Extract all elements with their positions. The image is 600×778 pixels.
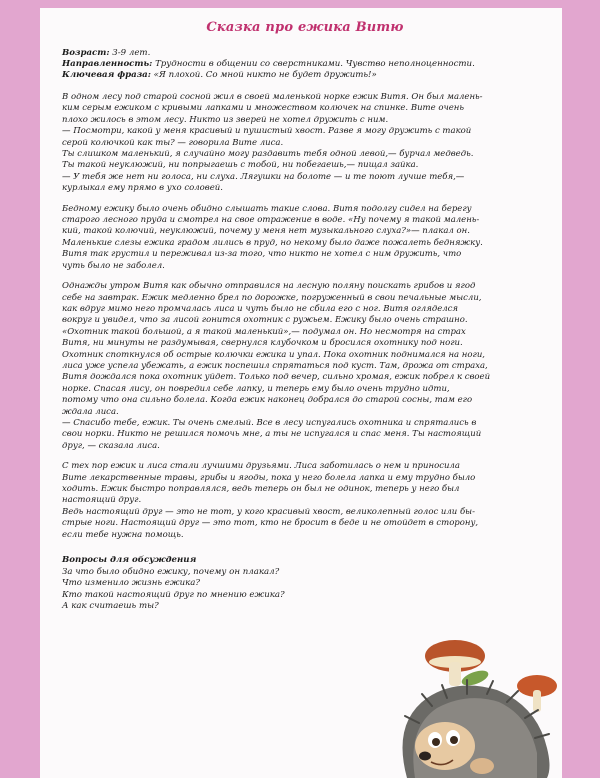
question-item: За что было обидно ежику, почему он плакал? — [62, 566, 280, 577]
age-label: Возраст: — [62, 48, 110, 58]
story-paragraph: Бедному ежику было очень обидно слышать такие слова. Витя подолгу сидел на берегу старого лесного пруда и смотрел на свое отражение в воде. «Ну почему я такой малень- кий, такой колючий, неуклюжий, почему у меня нет музыкального слуха?»— плакал он. Маленькие слезы ежика градом лились в пруд, но некому было даже пожалеть бедняжку. Витя так грустил и переживал из-за того, что никто не хотел с ним дружить, что чуть было не заболел. — [62, 203, 483, 271]
key-phrase-value: «Я плохой. Со мной никто не будет дружить!» — [150, 70, 377, 80]
meta-direction — [62, 59, 548, 70]
direction-label: Направленность: — [62, 59, 153, 69]
story-page — [40, 8, 562, 778]
story-paragraph: В одном лесу под старой сосной жил в своей маленькой норке ежик Витя. Он был малень- ким серым ежиком с кривыми лапками и множеством колючек на спинке. Вите очень плохо жилось в этом лесу. Никто из зверей не хотел дружить с ним. — Посмотри, какой у меня красивый и пушистый хвост. Разве я могу дружить с такой серой колючкой как ты? — говорила Вите лиса. Ты слишком маленький, я случайно могу раздавить тебя одной левой,— бурчал медведь. Ты такой неуклюжий, ни попрыгаешь с тобой, ни побегаешь,— пищал зайка. — У тебя же нет ни голоса, ни слуха. Лягушки на болоте — и те поют лучше тебя,— курлыкал ему прямо в ухо соловей. — [62, 92, 483, 194]
age-value: 3-9 лет. — [109, 48, 151, 58]
question-item: Что изменило жизнь ежика? — [62, 578, 201, 589]
direction-value: Трудности в общении со сверстниками. Чувство неполноценности. — [152, 59, 475, 69]
question-item: Кто такой настоящий друг по мнению ежика? — [62, 589, 285, 600]
key-phrase-label: Ключевая фраза: — [62, 70, 151, 80]
meta-age — [62, 48, 548, 59]
story-body — [62, 92, 548, 541]
questions-heading: Вопросы для обсуждения — [62, 555, 197, 566]
story-meta — [62, 48, 548, 81]
discussion-questions — [62, 555, 548, 613]
story-paragraph: С тех пор ежик и лиса стали лучшими друзьями. Лиса заботилась о нем и приносила Вите лекарственные травы, грибы и ягоды, пока у него болела лапка и ему трудно было ходить. Ежик быстро поправлялся, ведь теперь он был не одинок, теперь у него был настоящий друг. Ведь настоящий друг — это не тот, у кого красивый хвост, великолепный голос или бы- стрые ноги. Настоящий друг — это тот, кто не бросит в беде и не отойдет в сторону, если тебе нужна помощь. — [62, 461, 479, 540]
question-item: А как считаешь ты? — [62, 601, 159, 612]
meta-key-phrase — [62, 70, 548, 81]
page-title: Сказка про ежика Витю — [206, 20, 404, 35]
story-paragraph: Однажды утром Витя как обычно отправился на лесную поляну поискать грибов и ягод себе на завтрак. Ежик медленно брел по дорожке, погруженный в свои печальные мысли, как вдруг мимо него промчалась лиса и чуть было не сбила его с ног. Витя огляделся вокруг и увидел, что за лисой гонится охотник с ружьем. Ежику было очень страшно. «Охотник такой большой, а я такой маленький»,— подумал он. Но несмотря на страх Витя, ни минуты не раздумывая, свернулся клубочком и бросился охотнику под ноги. Охотник споткнулся об острые колючки ежика и упал. Пока охотник поднимался на ноги, лиса уже успела убежать, а ежик поспешил спрятаться под куст. Там, дрожа от страха, Витя дождался пока охотник уйдет. Только под вечер, сильно хромая, ежик побрел к своей норке. Спасая лису, он повредил себе лапку, и теперь ему было очень трудно идти, потому что она сильно болела. Когда ежик наконец добрался до старой сосны, там его ждала лиса. — Спасибо тебе, ежик. Ты очень смелый. Все в лесу испугались охотника и спрятались в свои норки. Никто не решился помочь мне, а ты не испугался и спас меня. Ты настоящий друг, — сказала лиса. — [62, 281, 491, 451]
hedgehog-illustration — [387, 628, 562, 778]
